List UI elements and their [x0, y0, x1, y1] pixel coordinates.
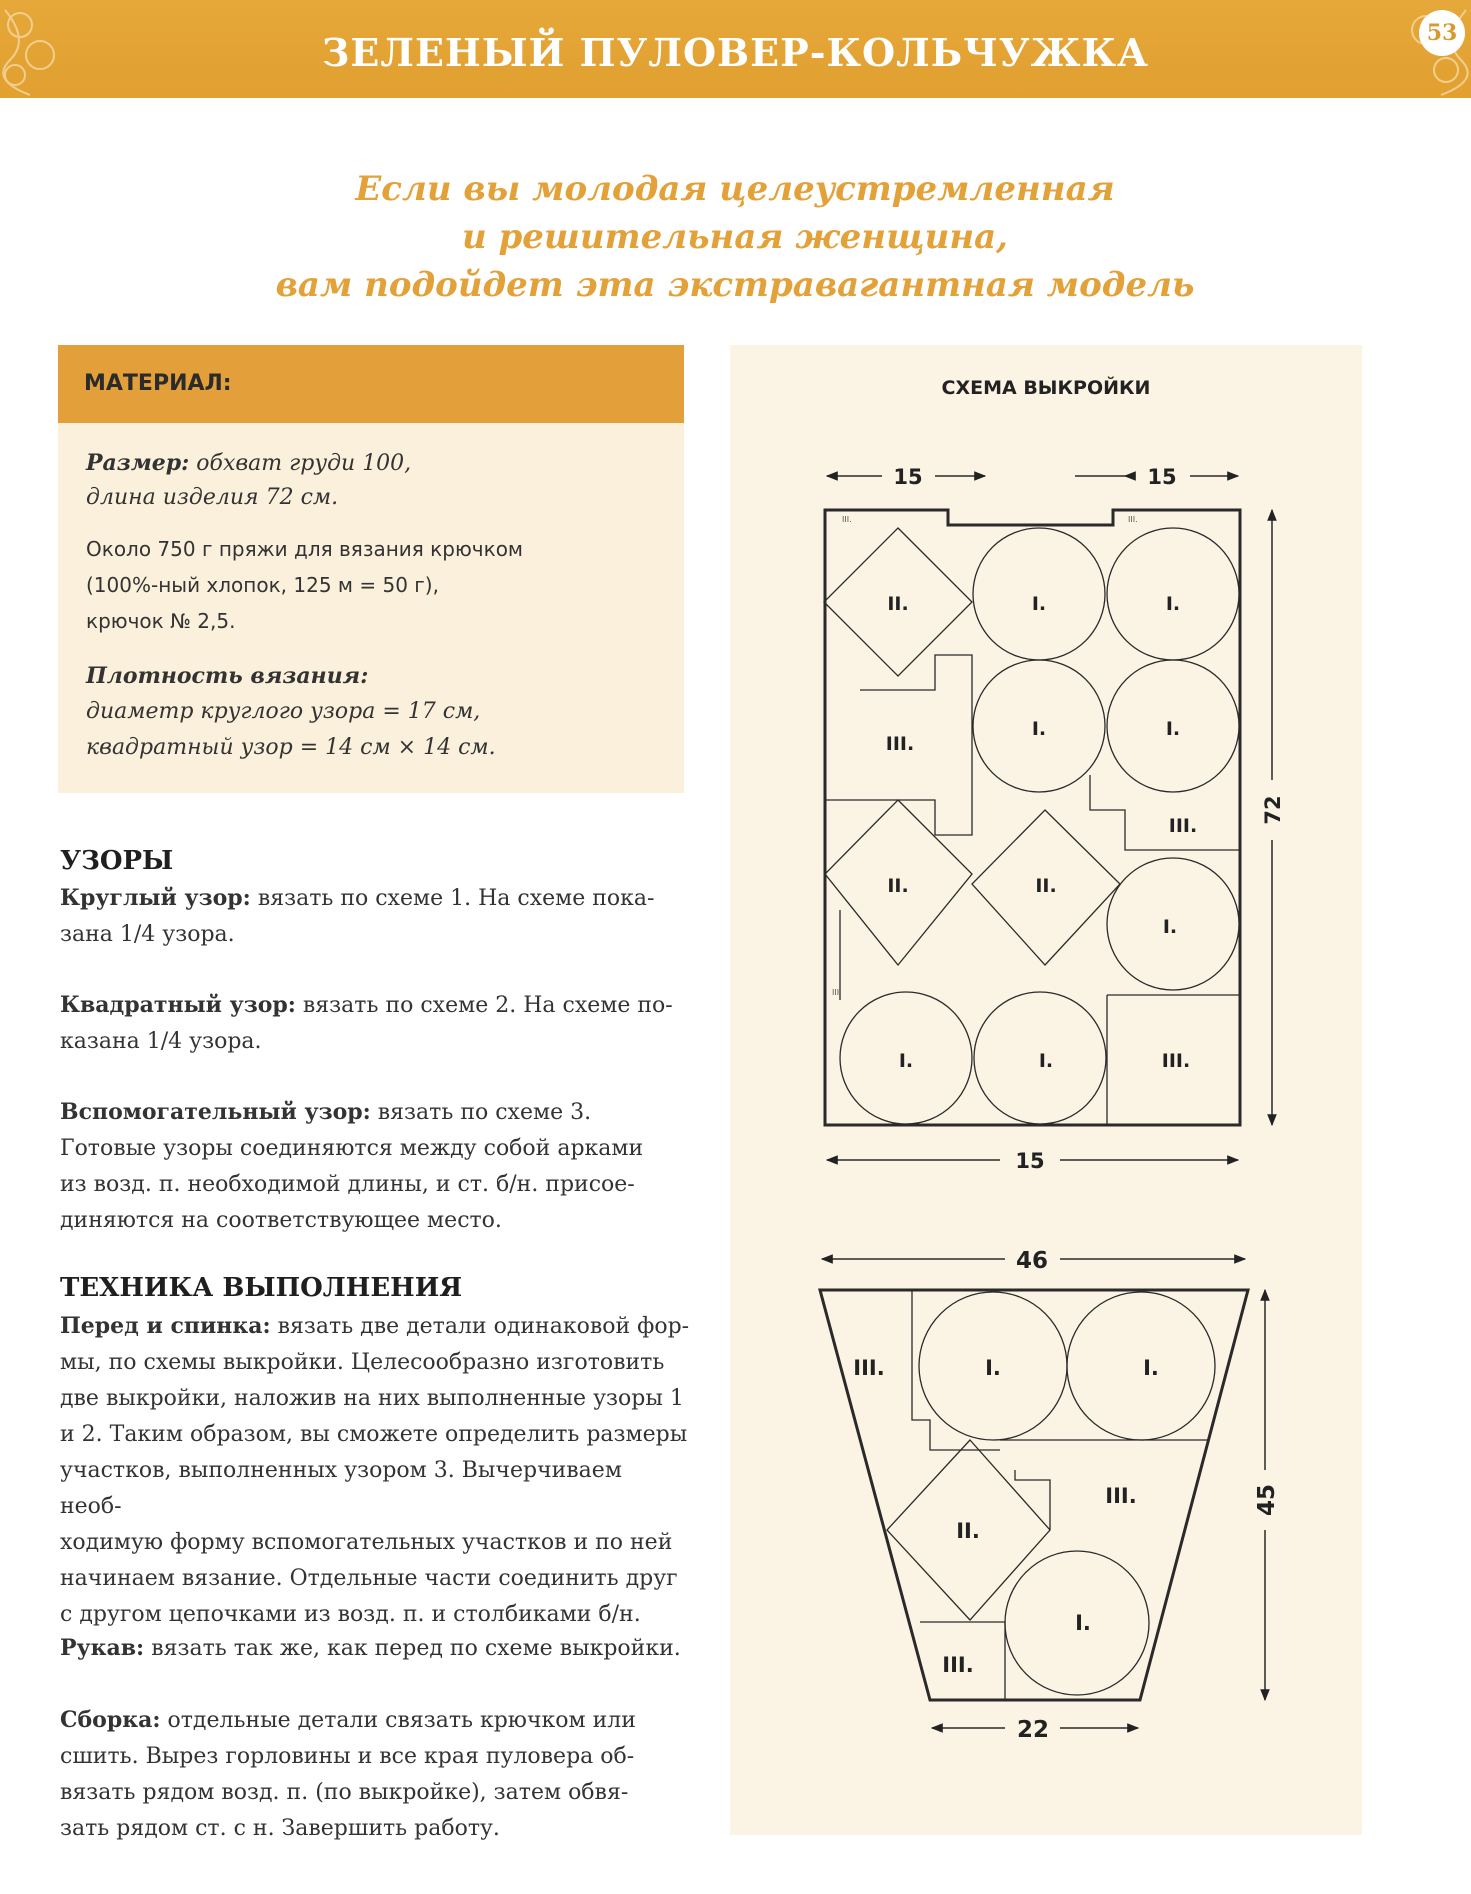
dim-top-right: 15: [1147, 465, 1177, 489]
text-line: отдельные детали связать крючком или: [167, 1708, 636, 1733]
diagram-label: III.: [942, 1653, 974, 1677]
size-text: обхват груди 100,: [196, 451, 412, 476]
dim-height: 72: [1261, 795, 1285, 825]
text-line: зать рядом ст. с н. Завершить работу.: [60, 1816, 500, 1841]
subtitle-line: и решительная женщина,: [461, 217, 1009, 257]
diagram-label: I.: [1165, 593, 1181, 615]
size-label: Размер:: [86, 450, 190, 476]
text-line: вязать рядом возд. п. (по выкройке), затем обвя-: [60, 1780, 629, 1805]
diagram-label: III.: [853, 1356, 885, 1380]
front-label: Перед и спинка:: [60, 1313, 271, 1339]
diagram-label: I.: [1031, 593, 1047, 615]
diagram-label: I.: [1031, 718, 1047, 740]
diagram-small-mark: III.: [832, 988, 842, 997]
text-line: участков, выполненных узором 3. Вычерчиваем необ-: [60, 1458, 622, 1519]
dim-top-left: 15: [893, 465, 923, 489]
round-label: Круглый узор:: [60, 885, 251, 911]
density-line: диаметр круглого узора = 17 см,: [86, 699, 481, 724]
size-line-2: длина изделия 72 см.: [86, 485, 339, 510]
text-line: из возд. п. необходимой длины, и ст. б/н. присое-: [60, 1172, 635, 1197]
subtitle-line: вам подойдет эта экстравагантная модель: [275, 265, 1195, 305]
square-label: Квадратный узор:: [60, 992, 296, 1018]
diagram-label: I.: [1165, 718, 1181, 740]
material-heading: МАТЕРИАЛ:: [84, 371, 232, 396]
patterns-heading: УЗОРЫ: [60, 846, 174, 876]
density-line: квадратный узор = 14 см × 14 см.: [86, 735, 496, 760]
page-title: ЗЕЛЕНЫЙ ПУЛОВЕР-КОЛЬЧУЖКА: [321, 30, 1150, 75]
text-line: с другом цепочками из возд. п. и столбиками б/н.: [60, 1602, 641, 1627]
text-line: вязать по схеме 3.: [377, 1100, 592, 1125]
diagram-label: I.: [898, 1050, 914, 1072]
aux-label: Вспомогательный узор:: [60, 1099, 371, 1125]
text-line: вязать так же, как перед по схеме выкройки.: [151, 1636, 681, 1661]
sleeve-dim-bottom: 22: [1016, 1717, 1050, 1743]
assembly-label: Сборка:: [60, 1707, 161, 1733]
page-number: 53: [1419, 10, 1465, 56]
yarn-line: (100%-ный хлопок, 125 м = 50 г),: [86, 573, 439, 597]
diagram-label: I.: [985, 1356, 1001, 1380]
diagram-label: II.: [887, 875, 909, 897]
text-line: диняются на соответствующее место.: [60, 1208, 502, 1233]
text-line: вязать по схеме 2. На схеме по-: [302, 993, 673, 1018]
text-line: зана 1/4 узора.: [60, 922, 235, 947]
text-line: и 2. Таким образом, вы сможете определить размеры: [60, 1422, 688, 1447]
diagram-small-mark: III.: [842, 515, 852, 524]
sleeve-dim-top: 46: [1015, 1248, 1049, 1274]
diagram-label: I.: [1075, 1611, 1091, 1635]
sleeve-piece: [820, 1259, 1265, 1728]
diagram-label: I.: [1143, 1356, 1159, 1380]
body-dimensions: [893, 465, 1285, 1173]
sleeve-label: Рукав:: [60, 1635, 145, 1661]
diagram-label: III.: [885, 733, 915, 755]
yarn-line: Около 750 г пряжи для вязания крючком: [86, 537, 524, 561]
text-line: ходимую форму вспомогательных участков и по ней: [60, 1530, 673, 1555]
diagram-label: II.: [956, 1519, 980, 1543]
text-line: две выкройки, наложив на них выполненные узоры 1: [60, 1386, 684, 1411]
body-labels: [886, 593, 1197, 1072]
subtitle-line: Если вы молодая целеустремленная: [355, 169, 1115, 209]
sleeve-dim-height: 45: [1254, 1483, 1280, 1517]
sleeve-outline: [820, 1290, 1248, 1700]
circle-motif: [1067, 1292, 1215, 1440]
diagram-small-mark: III.: [1128, 515, 1138, 524]
diagram-label: II.: [1035, 875, 1057, 897]
text-line: мы, по схемы выкройки. Целесообразно изготовить: [60, 1350, 665, 1375]
dim-bottom: 15: [1015, 1149, 1045, 1173]
diagram-label: III.: [1168, 815, 1198, 837]
diagram-label: I.: [1038, 1050, 1054, 1072]
body-small-marks: [832, 515, 1138, 997]
diagram-label: III.: [1105, 1484, 1137, 1508]
text-line: сшить. Вырез горловины и все края пуловера об-: [60, 1744, 635, 1769]
text-line: казана 1/4 узора.: [60, 1029, 262, 1054]
density-label: Плотность вязания:: [86, 663, 369, 689]
diagram-title: СХЕМА ВЫКРОЙКИ: [941, 377, 1151, 399]
diagram-label: III.: [1161, 1050, 1191, 1072]
yarn-line: крючок № 2,5.: [86, 609, 236, 633]
text-line: вязать две детали одинаковой фор-: [277, 1314, 690, 1339]
text-line: вязать по схеме 1. На схеме пока-: [257, 886, 655, 911]
diagram-label: II.: [887, 593, 909, 615]
technique-heading: ТЕХНИКА ВЫПОЛНЕНИЯ: [60, 1273, 463, 1303]
text-line: начинаем вязание. Отдельные части соединить друг: [60, 1566, 678, 1591]
text-line: Готовые узоры соединяются между собой арками: [60, 1136, 644, 1161]
diagram-label: I.: [1162, 916, 1178, 938]
